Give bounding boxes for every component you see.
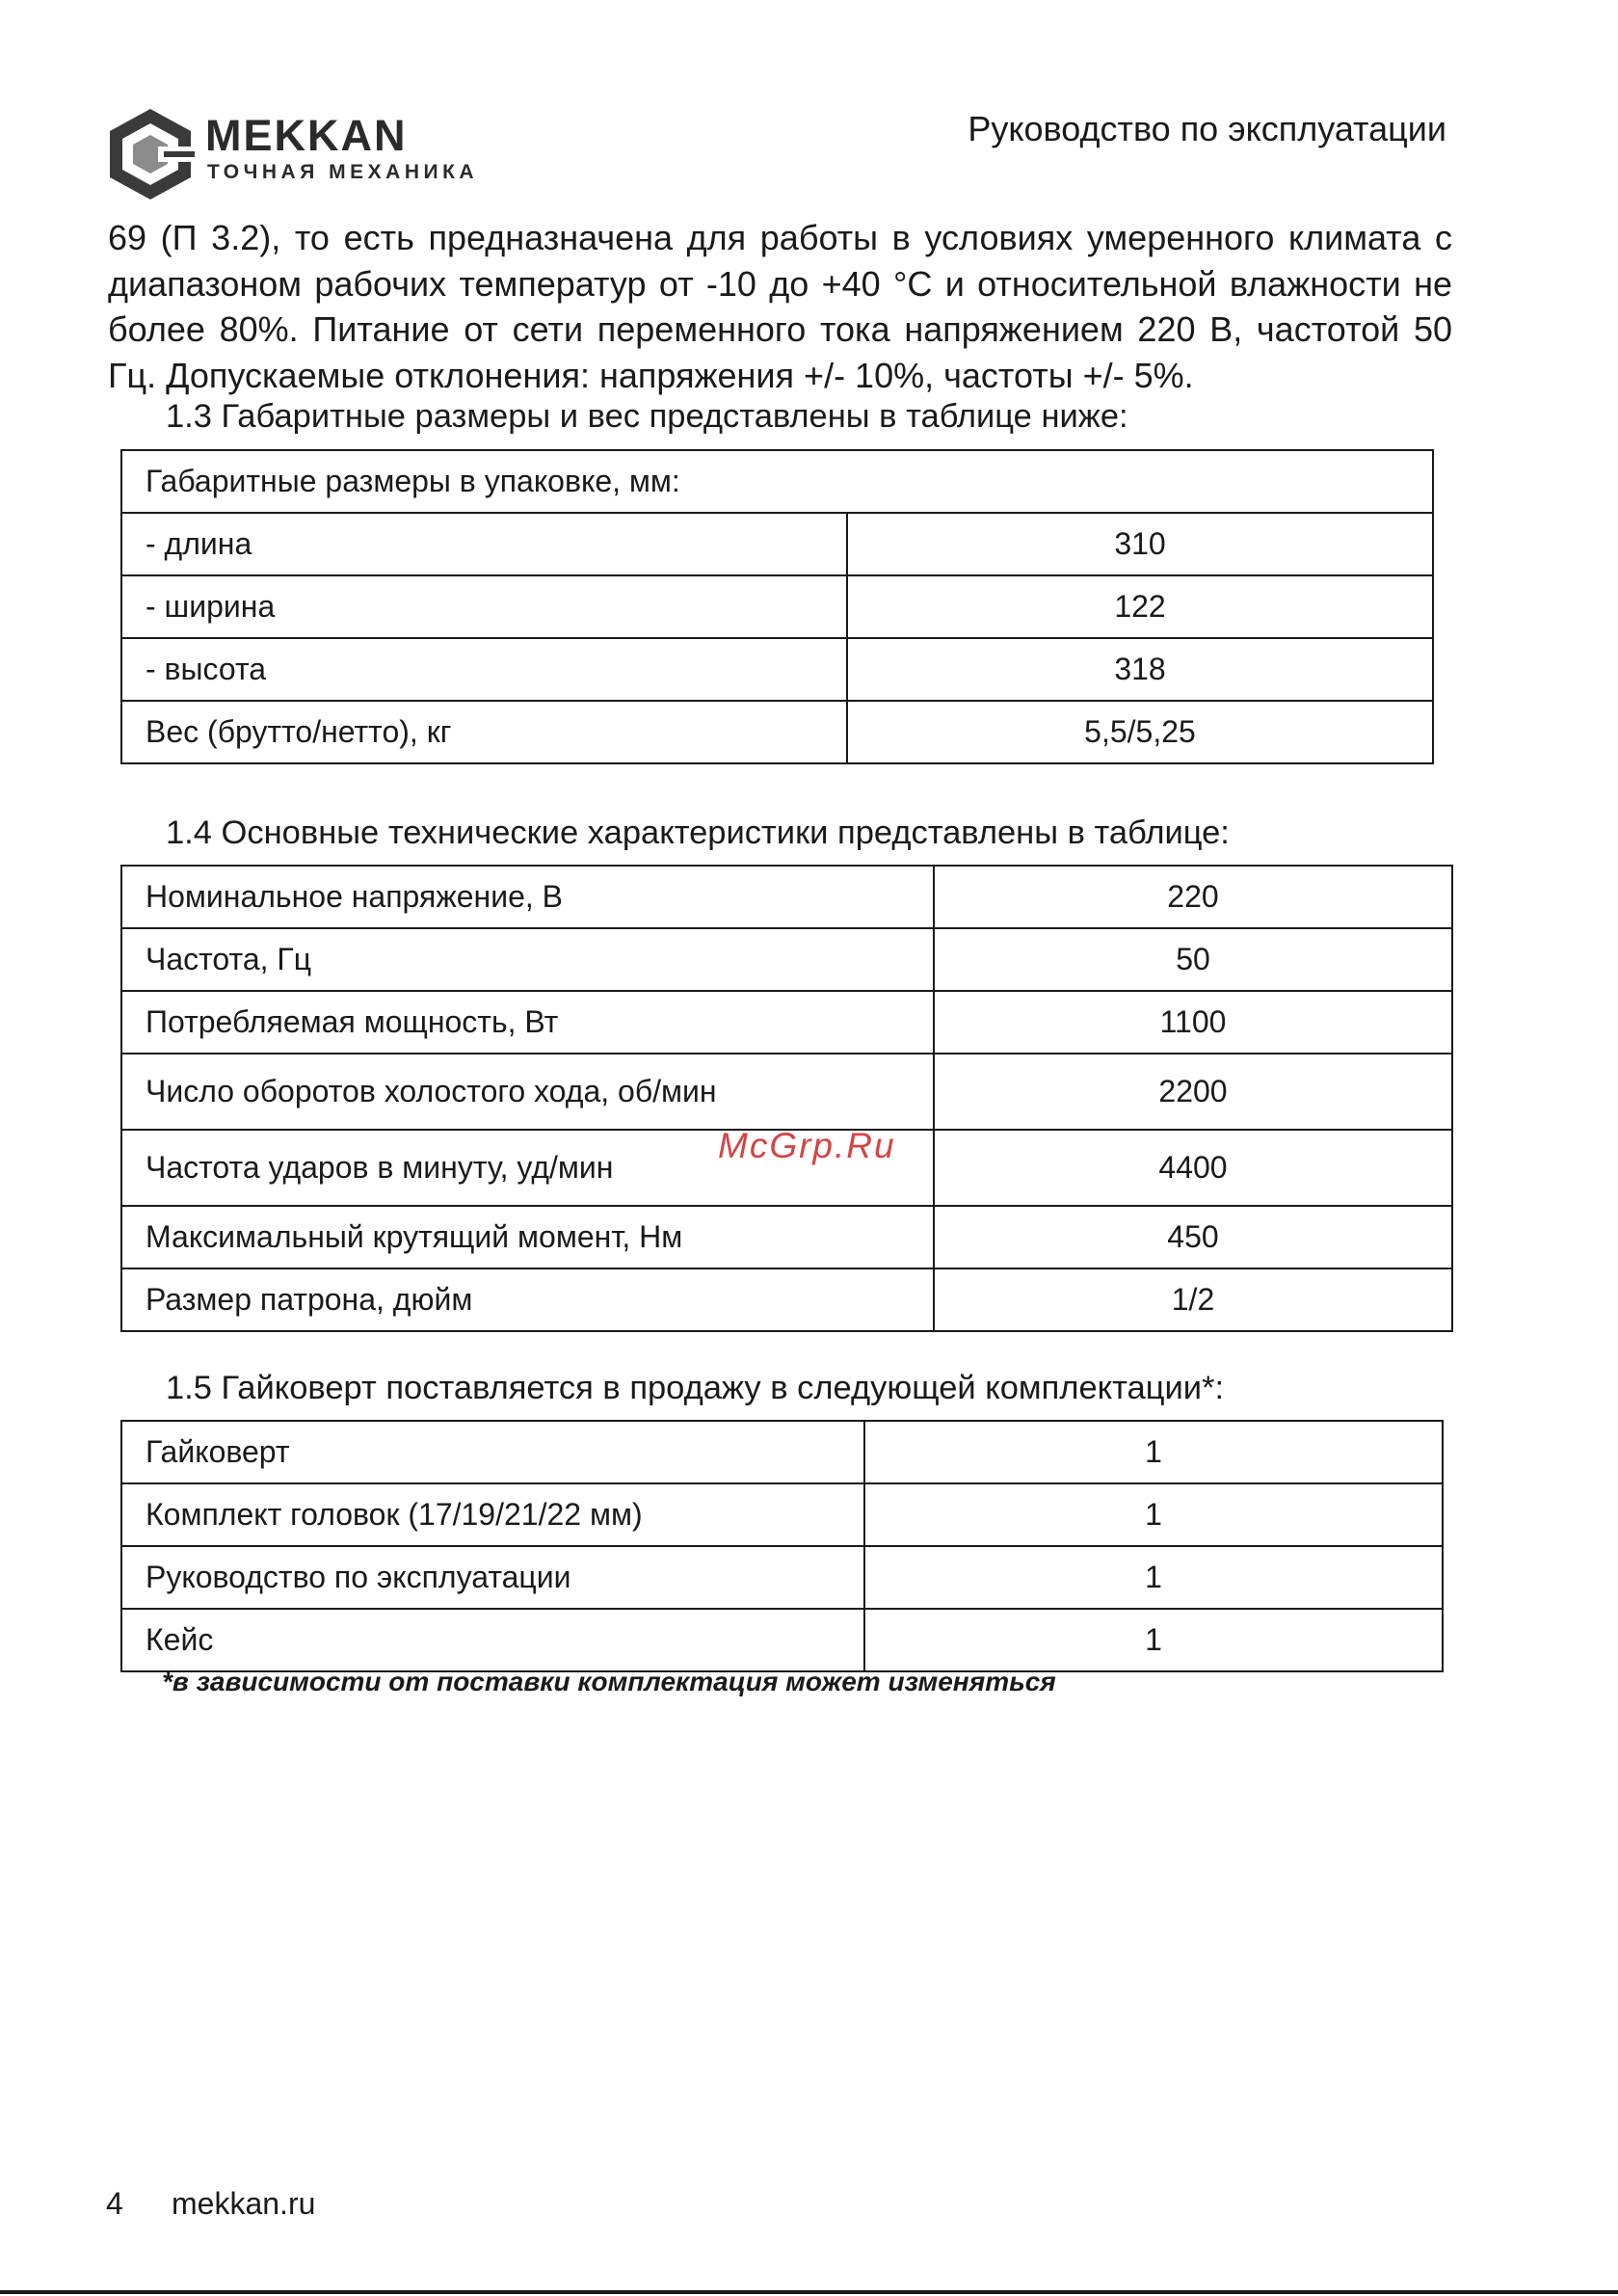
bottom-rule: [0, 2290, 1618, 2294]
row-value: 1100: [934, 991, 1452, 1054]
table-row: [121, 991, 1452, 1054]
row-label: Потребляемая мощность, Вт: [121, 991, 934, 1054]
section-1-5-heading: 1.5 Гайковерт поставляется в продажу в следующей комплектации*:: [166, 1370, 1225, 1406]
row-label: Размер патрона, дюйм: [121, 1268, 934, 1331]
row-value: 1/2: [934, 1268, 1452, 1331]
brand-logo: [106, 106, 195, 202]
brand-tagline: ТОЧНАЯ МЕХАНИКА: [207, 161, 479, 183]
row-label: Номинальное напряжение, В: [121, 866, 934, 928]
row-value: 1: [864, 1483, 1443, 1546]
watermark: McGrp.Ru: [718, 1126, 896, 1165]
row-label: - длина: [121, 513, 847, 575]
row-label: Частота ударов в минуту, уд/мин: [121, 1130, 934, 1206]
row-value: 318: [847, 638, 1433, 701]
table-row: [121, 866, 1452, 928]
table-row: [121, 513, 1433, 575]
table-row: [121, 928, 1452, 991]
row-label: Максимальный крутящий момент, Нм: [121, 1206, 934, 1268]
intro-text: [108, 215, 1452, 398]
table-row: [121, 1206, 1452, 1268]
logo-hexagon-icon: [106, 106, 195, 202]
row-label: Комплект головок (17/19/21/22 мм): [121, 1483, 864, 1546]
section-1-4-heading: 1.4 Основные технические характеристики представлены в таблице:: [166, 814, 1230, 851]
brand-name: MEKKAN: [205, 111, 408, 160]
table-row: [121, 1546, 1443, 1609]
table-row: [121, 701, 1433, 763]
table-row: [121, 1609, 1443, 1671]
page-number: 4: [106, 2186, 123, 2221]
table-row: [121, 1483, 1443, 1546]
dimensions-table: [120, 449, 1434, 764]
table-row: [121, 1268, 1452, 1331]
table-header-cell: Габаритные размеры в упаковке, мм:: [121, 450, 1433, 513]
row-value: 1: [864, 1421, 1443, 1483]
row-value: 5,5/5,25: [847, 701, 1433, 763]
package-contents-table: [120, 1420, 1444, 1672]
document-title: Руководство по эксплуатации: [968, 109, 1446, 148]
row-value: 4400: [934, 1130, 1452, 1206]
row-value: 50: [934, 928, 1452, 991]
section-1-3-heading: 1.3 Габаритные размеры и вес представлены в таблице ниже:: [166, 398, 1128, 435]
row-value: 310: [847, 513, 1433, 575]
row-value: 122: [847, 575, 1433, 638]
footer-url: mekkan.ru: [172, 2186, 316, 2221]
row-label: Гайковерт: [121, 1421, 864, 1483]
row-value: 1: [864, 1546, 1443, 1609]
row-value: 450: [934, 1206, 1452, 1268]
row-value: 1: [864, 1609, 1443, 1671]
row-label: Вес (брутто/нетто), кг: [121, 701, 847, 763]
table-row: [121, 1054, 1452, 1130]
row-label: Частота, Гц: [121, 928, 934, 991]
table-row: [121, 638, 1433, 701]
row-label: Число оборотов холостого хода, об/мин: [121, 1054, 934, 1130]
row-value: 2200: [934, 1054, 1452, 1130]
table-header-row: [121, 450, 1433, 513]
row-value: 220: [934, 866, 1452, 928]
table-row: [121, 1421, 1443, 1483]
intro-paragraph: 69 (П 3.2), то есть предназначена для работы в условиях умеренного климата с диапазоном рабочих температур от -10 до +40 °С и относительной влажности не более 80%. Питание от сети переменного тока напряжением 220 В, частотой 50 Гц. Допускаемые отклонения: напряжения +/- 10%, частоты +/- 5%.: [108, 218, 1452, 395]
row-label: - высота: [121, 638, 847, 701]
row-label: Кейс: [121, 1609, 864, 1671]
footnote: *в зависимости от поставки комплектация может изменяться: [162, 1667, 1056, 1696]
specs-table: [120, 865, 1453, 1332]
row-label: Руководство по эксплуатации: [121, 1546, 864, 1609]
table-row: [121, 575, 1433, 638]
row-label: - ширина: [121, 575, 847, 638]
